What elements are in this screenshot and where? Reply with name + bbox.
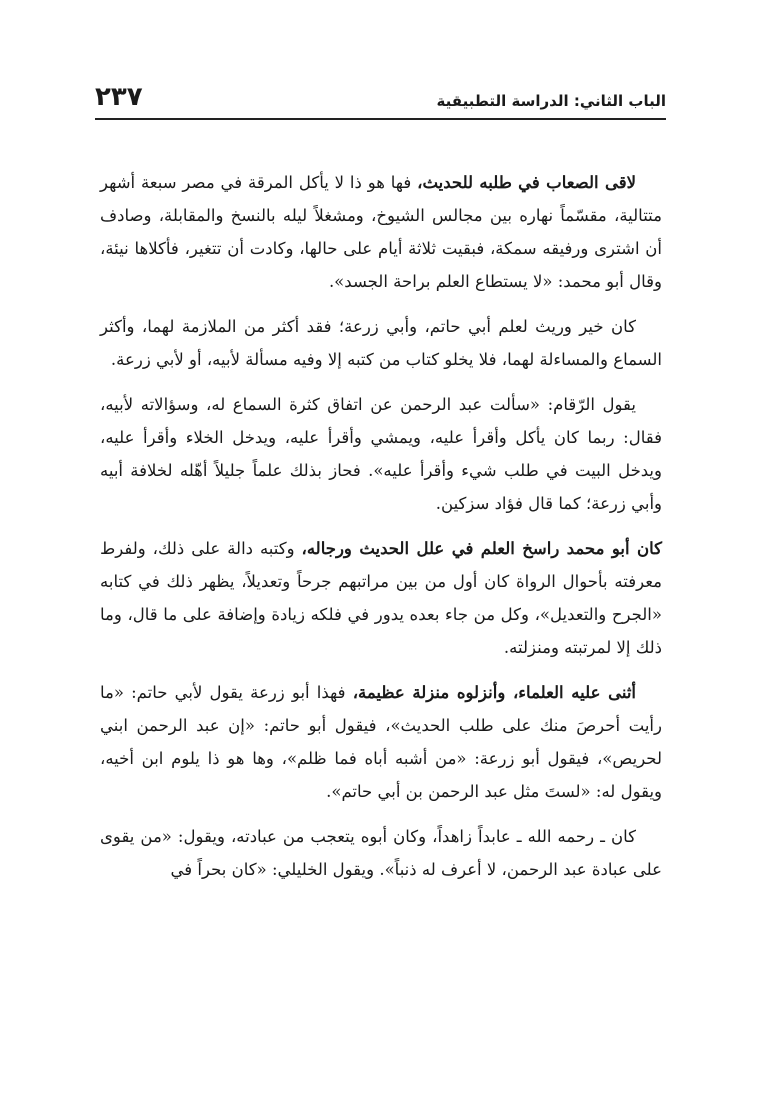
paragraph-lead: أثنى عليه العلماء، وأنزلوه منزلة عظيمة، [352, 683, 636, 702]
paragraph-lead: كان أبو محمد راسخ العلم في علل الحديث ورجاله، [301, 539, 662, 558]
paragraph-text: كان ـ رحمه الله ـ عابداً زاهداً، وكان أبوه يتعجب من عبادته، ويقول: «من يقوى على عبادة عبد الرحمن، لا أعرف له ذنباً». ويقول الخليلي: «كان بحراً في [100, 827, 662, 879]
paragraph-2 [100, 310, 662, 376]
paragraph-3 [100, 388, 662, 520]
paragraph-4 [100, 532, 662, 664]
paragraph-text: فهذا أبو زرعة يقول لأبي حاتم: «ما رأيت أحرصَ منك على طلب الحديث»، فيقول أبو حاتم: «إن عبد الرحمن ابني لحريص»، فيقول أبو زرعة: «من أشبه أباه فما ظلم»، وها هو ذا يلوم ابن أخيه، ويقول له: «لستَ مثل عبد الرحمن بن أبي حاتم». [100, 683, 662, 801]
body-text [100, 166, 662, 898]
paragraph-text: فها هو ذا لا يأكل المرقة في مصر سبعة أشهر متتالية، مقسّماً نهاره بين مجالس الشيوخ، ومشغلاً ليله بالنسخ والمقابلة، وصادف أن اشترى ورفيقه سمكة، فبقيت ثلاثة أيام على حالها، وكادت أن تتغير، فأكلاها نيئة، وقال أبو محمد: «لا يستطاع العلم براحة الجسد». [100, 173, 662, 291]
header-divider [95, 118, 666, 120]
paragraph-lead: لاقى الصعاب في طلبه للحديث، [417, 173, 636, 192]
page-number: ٢٣٧ [95, 82, 143, 112]
paragraph-text: وكتبه دالة على ذلك، ولفرط معرفته بأحوال الرواة كان أول من بين مراتبهم جرحاً وتعديلاً، يظهر ذلك في كتابه «الجرح والتعديل»، وكل من جاء بعده يدور في فلكه زيادة وإضافة على ما قال، وما ذلك إلا لمرتبته ومنزلته. [100, 539, 662, 657]
paragraph-5 [100, 676, 662, 808]
paragraph-6 [100, 820, 662, 886]
page-header [95, 82, 666, 116]
paragraph-1 [100, 166, 662, 298]
paragraph-text: يقول الرّقام: «سألت عبد الرحمن عن اتفاق كثرة السماع له، وسؤالاته لأبيه، فقال: ربما كان يأكل وأقرأ عليه، ويمشي وأقرأ عليه، ويدخل الخلاء وأقرأ عليه، ويدخل البيت في طلب شيء وأقرأ عليه». فحاز بذلك علماً جليلاً أهّله لخلافة أبيه وأبي زرعة؛ كما قال فؤاد سزكين. [100, 395, 662, 513]
paragraph-text: كان خير وريث لعلم أبي حاتم، وأبي زرعة؛ فقد أكثر من الملازمة لهما، وأكثر السماع والمساءلة لهما، فلا يخلو كتاب من كتبه إلا وفيه مسألة لأبيه، أو لأبي زرعة. [100, 317, 662, 369]
running-header-title: الباب الثاني: الدراسة التطبيقية [436, 92, 666, 110]
